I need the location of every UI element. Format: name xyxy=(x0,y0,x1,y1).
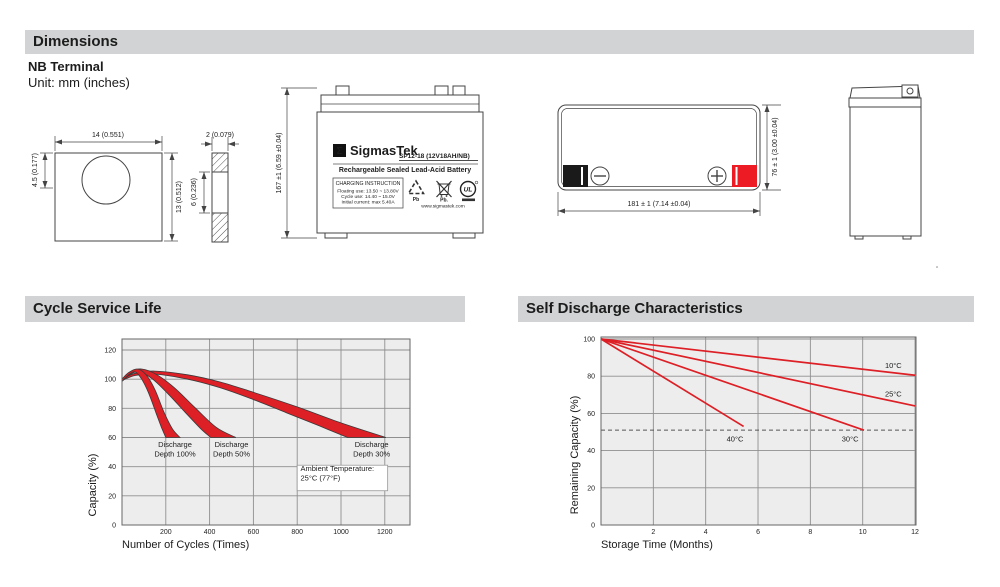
terminal-thickness-dim: 2 (0.079) xyxy=(205,132,235,139)
battery-foot xyxy=(855,236,863,239)
y-tick-label: 20 xyxy=(587,485,595,493)
charging-line-3: Initial current: max 5.40A xyxy=(341,200,395,206)
temperature-line-label: 25°C xyxy=(884,389,902,399)
dimensions-section-header: Dimensions xyxy=(25,30,974,54)
battery-top-depth-dim: 76 ± 1 (3.00 ±0.04) xyxy=(772,117,779,177)
battery-height-dim: 167 ±1 (6.59 ±0.04) xyxy=(276,132,283,194)
pb-bin-label: Pb. xyxy=(440,197,448,204)
annotation-text: Discharge xyxy=(158,439,192,449)
cycle-life-chart xyxy=(60,330,460,560)
terminal-hole-offset-dim: 4.5 (0.177) xyxy=(32,153,39,187)
y-tick-label: 60 xyxy=(587,410,595,418)
y-tick-label: 40 xyxy=(587,448,595,456)
cycle-service-life-section-header: Cycle Service Life xyxy=(25,296,465,322)
self-discharge-section-header: Self Discharge Characteristics xyxy=(518,296,974,322)
ul-file-number-smudge xyxy=(462,199,475,202)
side-terminal xyxy=(902,85,918,97)
x-tick-label: 2 xyxy=(651,529,656,536)
stray-mark xyxy=(936,266,938,268)
x-tick-label: 400 xyxy=(203,529,216,536)
pb-recycle-label: Pb xyxy=(412,197,420,203)
y-tick-label: 80 xyxy=(108,405,116,413)
self-discharge-xaxis-title: Storage Time (Months) xyxy=(601,539,713,551)
brand-name: SigmasTek xyxy=(350,143,418,158)
x-tick-label: 4 xyxy=(703,529,708,536)
negative-terminal-block xyxy=(563,165,588,187)
battery-front-view xyxy=(276,86,483,238)
battery-top-view xyxy=(558,105,781,216)
x-tick-label: 12 xyxy=(911,529,919,536)
cycle-yaxis-title: Capacity (%) xyxy=(87,453,99,517)
battery-side-view xyxy=(849,85,938,268)
x-tick-label: 800 xyxy=(291,529,304,536)
self-discharge-chart xyxy=(540,330,970,560)
battery-foot xyxy=(903,236,911,239)
terminal-slot-dim: 6 (0.236) xyxy=(191,177,198,207)
y-tick-label: 40 xyxy=(108,464,116,472)
annotation-text: Depth 50% xyxy=(212,449,251,459)
x-tick-label: 1200 xyxy=(377,529,393,536)
x-tick-label: 10 xyxy=(858,529,867,536)
y-tick-label: 80 xyxy=(587,373,595,381)
terminal-height-dim: 13 (0.512) xyxy=(176,181,183,213)
temperature-line-label: 30°C xyxy=(841,434,859,444)
charging-line-2: Cycle use: 14.40 ~ 15.0V xyxy=(341,195,395,200)
website-text: www.sigmastek.com xyxy=(421,204,465,210)
self-discharge-yaxis-title: Remaining Capacity (%) xyxy=(569,395,581,515)
dimensions-drawing xyxy=(15,80,975,270)
battery-foot xyxy=(325,233,347,238)
plot-area xyxy=(601,337,916,525)
annotation-text: Depth 100% xyxy=(154,449,196,459)
x-tick-label: 6 xyxy=(756,529,760,536)
y-tick-label: 100 xyxy=(104,376,116,384)
y-tick-label: 20 xyxy=(108,493,116,501)
annotation-text: Discharge xyxy=(354,439,389,449)
nb-terminal-subtitle: NB Terminal xyxy=(28,59,104,74)
cycle-xaxis-title: Number of Cycles (Times) xyxy=(122,539,250,551)
battery-foot xyxy=(453,233,475,238)
unit-note: Unit: mm (inches) xyxy=(28,75,130,90)
y-tick-label: 0 xyxy=(112,522,116,530)
annotation-text: Depth 30% xyxy=(353,449,391,459)
temperature-line-label: 40°C xyxy=(726,434,744,444)
terminal-front-view xyxy=(32,132,183,241)
ul-letters: UL xyxy=(463,186,473,194)
x-tick-label: 8 xyxy=(808,529,813,536)
y-tick-label: 120 xyxy=(104,347,116,355)
annotation-text: Ambient Temperature: xyxy=(300,464,375,474)
charging-title: CHARGING INSTRUCTION xyxy=(335,181,401,187)
battery-type-line: Rechargeable Sealed Lead-Acid Battery xyxy=(338,167,472,174)
x-tick-label: 1000 xyxy=(333,529,349,536)
y-tick-label: 0 xyxy=(591,522,595,530)
y-tick-label: 60 xyxy=(108,435,116,443)
temperature-line-label: 10°C xyxy=(884,360,902,370)
battery-top-width-dim: 181 ± 1 (7.14 ±0.04) xyxy=(627,201,691,208)
sigma-glyph: Σ xyxy=(336,146,343,157)
y-tick-label: 100 xyxy=(583,336,595,344)
annotation-text: 25°C (77°F) xyxy=(300,473,341,483)
x-tick-label: 200 xyxy=(159,529,172,536)
charging-line-1: Floating use: 13.50 ~ 13.80V xyxy=(337,189,399,195)
model-number: SP12-18 (12V18AH/NB) xyxy=(399,153,470,160)
terminal-width-dim: 14 (0.551) xyxy=(92,132,124,139)
x-tick-label: 600 xyxy=(247,529,260,536)
terminal-side-view xyxy=(191,132,239,242)
annotation-text: Discharge xyxy=(214,439,249,449)
